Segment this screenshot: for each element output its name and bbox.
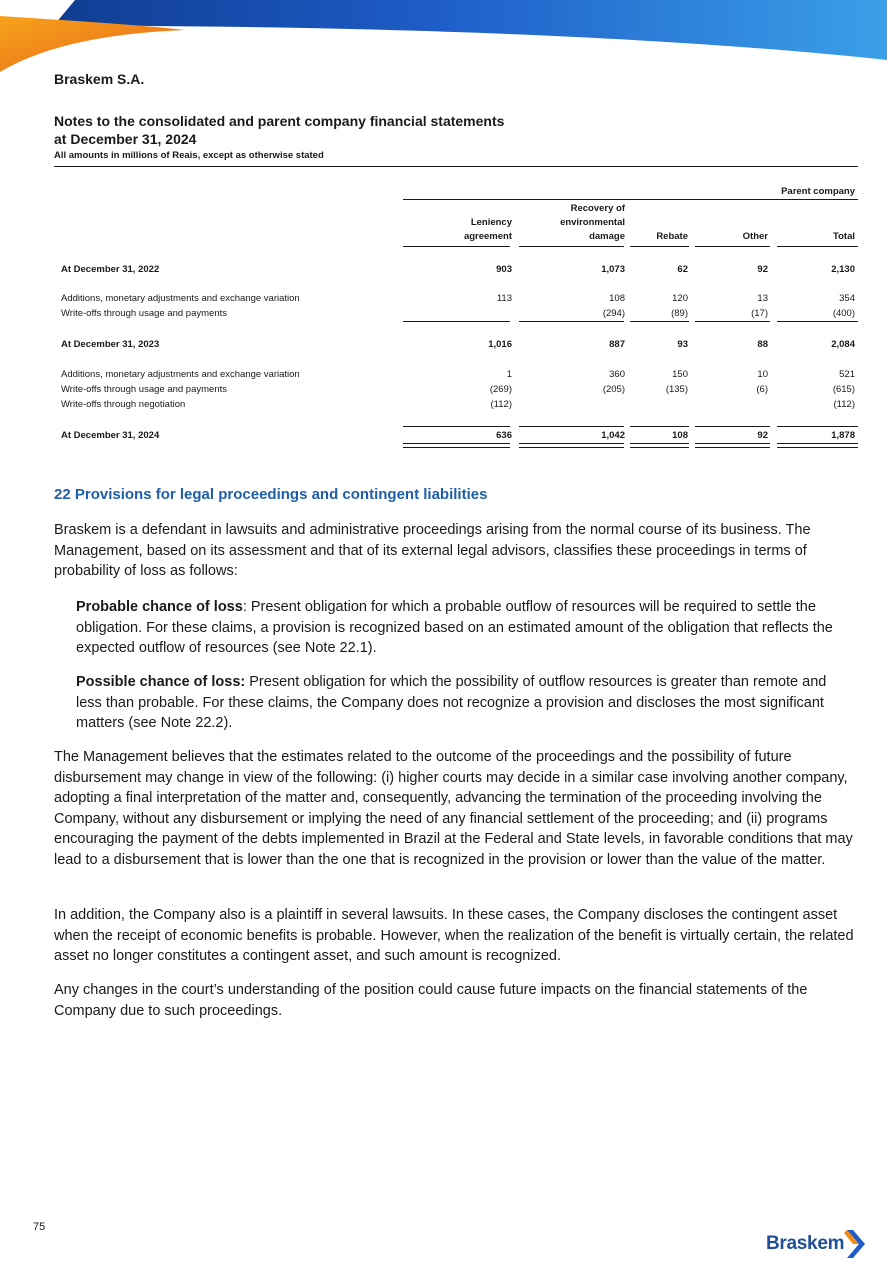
table-cell: 521 — [839, 369, 855, 380]
table-cell: (205) — [602, 384, 625, 395]
column-header — [785, 230, 855, 244]
page-number: 75 — [33, 1221, 46, 1233]
header-banner — [0, 0, 887, 80]
logo-chevron-icon — [844, 1229, 866, 1259]
column-header-line: damage — [589, 231, 625, 242]
table-cell: 113 — [496, 293, 512, 304]
column-header-line: agreement — [463, 231, 512, 242]
court-changes-paragraph: Any changes in the court’s understanding of the position could cause future impacts on the financial statements of the Company due to such proceedings. — [54, 982, 808, 1019]
table-cell: (112) — [490, 399, 512, 410]
management-paragraph: The Management believes that the estimates related to the outcome of the proceedings and the possibility of future disbursement may change in view of the following: (i) higher courts may decide in a similar case involving another company, adopting a final interpretation of the matter and, consequently, advancing the termination of the proceeding involving the Company, without any disbursement or implying the need of any financial settlement of the proceeding; and (ii) programs encouraging the payment of the debts implemented in Brazil at the Federal and State levels, in favorable conditions that may lead to a disbursement that is lower than the one that is recognized in the provision or lower than the value of the matter. — [54, 749, 853, 868]
subtotal-rule — [519, 321, 624, 322]
table-cell: 150 — [672, 369, 688, 380]
table-cell: 354 — [839, 293, 855, 304]
table-row-label: Additions, monetary adjustments and exchange variation — [61, 369, 300, 380]
table-cell: 2,130 — [831, 264, 855, 275]
column-header-line: Other — [742, 231, 768, 242]
table-cell: 1 — [506, 369, 512, 380]
subtotal-rule — [777, 426, 858, 427]
table-cell: (6) — [756, 384, 768, 395]
column-header-rule — [630, 246, 689, 247]
possible-paragraph — [76, 672, 848, 734]
subtotal-rule — [777, 321, 858, 322]
table-cell: 1,042 — [601, 430, 625, 441]
total-double-rule — [630, 443, 689, 448]
possible-term: Possible chance of loss: — [76, 674, 246, 690]
total-double-rule — [403, 443, 510, 448]
table-cell: (135) — [665, 384, 688, 395]
possible-definition: Present obligation for which the possibility of outflow resources is greater than remote and less than probable. For these claims, the Company does not recognize a provision and discloses the most significant matters (see Note 22.2). — [76, 674, 827, 731]
table-row-label: Write-offs through negotiation — [61, 399, 186, 410]
table-cell: 120 — [672, 293, 688, 304]
table-group-label: Parent company — [781, 186, 855, 197]
column-header-rule — [695, 246, 770, 247]
column-header — [698, 230, 768, 244]
table-cell: 108 — [672, 430, 688, 441]
subtotal-rule — [695, 426, 770, 427]
section-heading: 22 Provisions for legal proceedings and contingent liabilities — [54, 486, 488, 503]
subtotal-rule — [630, 426, 689, 427]
subtotal-rule — [695, 321, 770, 322]
document-title — [54, 112, 858, 162]
table-cell: (112) — [833, 399, 855, 410]
table-cell: 10 — [757, 369, 768, 380]
subtotal-rule — [403, 321, 510, 322]
logo-wordmark: Braskem — [766, 1233, 845, 1254]
table-cell: (269) — [489, 384, 512, 395]
column-header — [505, 202, 625, 244]
table-cell: (615) — [832, 384, 855, 395]
title-line-1: Notes to the consolidated and parent company financial statements — [54, 113, 505, 129]
table-cell: 903 — [496, 264, 512, 275]
table-cell: 92 — [757, 264, 768, 275]
probable-definition: : Present obligation for which a probable outflow of resources will be required to settle the obligation. For these claims, a provision is recognized based on an estimated amount of the obligation that reflects the expected outflow of resources (see Note 22.1). — [76, 599, 833, 656]
table-cell: 92 — [757, 430, 768, 441]
column-header — [618, 230, 688, 244]
table-row-label: Additions, monetary adjustments and exchange variation — [61, 293, 300, 304]
table-cell: 887 — [609, 339, 625, 350]
subtotal-rule — [403, 426, 510, 427]
table-row-label: Write-offs through usage and payments — [61, 384, 227, 395]
table-cell: 2,084 — [831, 339, 855, 350]
title-line-2: at December 31, 2024 — [54, 131, 197, 147]
table-cell: 1,073 — [601, 264, 625, 275]
column-header-line: Leniency — [470, 217, 512, 228]
column-header-rule — [403, 246, 510, 247]
column-header-rule — [519, 246, 624, 247]
table-cell: 13 — [757, 293, 768, 304]
group-divider — [403, 199, 858, 200]
table-row-label: At December 31, 2022 — [61, 264, 160, 275]
amounts-note: All amounts in millions of Reais, except as otherwise stated — [54, 150, 324, 161]
column-header-line: environmental — [560, 217, 625, 228]
table-cell: (400) — [832, 308, 855, 319]
column-header-line: Rebate — [656, 231, 688, 242]
table-row-label: At December 31, 2024 — [61, 430, 160, 441]
table-cell: 360 — [609, 369, 625, 380]
probable-term: Probable chance of loss — [76, 599, 243, 615]
subtotal-rule — [630, 321, 689, 322]
table-cell: 108 — [609, 293, 625, 304]
table-row-label: At December 31, 2023 — [61, 339, 160, 350]
column-header-rule — [777, 246, 858, 247]
intro-paragraph: Braskem is a defendant in lawsuits and administrative proceedings arising from the normal course of its business. The Management, based on its assessment and that of its external legal advisors, classifies these proceedings in terms of probability of loss as follows: — [54, 522, 811, 579]
table-cell: 1,016 — [488, 339, 512, 350]
title-divider — [54, 166, 858, 167]
subtotal-rule — [519, 426, 624, 427]
column-header-line: Recovery of — [570, 203, 625, 214]
table-cell: (294) — [602, 308, 625, 319]
column-header — [392, 216, 512, 244]
total-double-rule — [519, 443, 624, 448]
probable-paragraph — [76, 597, 848, 659]
total-double-rule — [777, 443, 858, 448]
column-header-line: Total — [833, 231, 855, 242]
company-name: Braskem S.A. — [54, 71, 145, 87]
table-cell: (89) — [671, 308, 688, 319]
table-cell: 62 — [677, 264, 688, 275]
table-row-label: Write-offs through usage and payments — [61, 308, 227, 319]
plaintiff-paragraph: In addition, the Company also is a plaintiff in several lawsuits. In these cases, the Company discloses the contingent asset when the receipt of economic benefits is probable. However, when the realization of the benefit is virtually certain, the related asset no longer constitutes a contingent asset, and such amount is recognized. — [54, 907, 854, 964]
braskem-logo — [766, 1229, 866, 1259]
table-cell: 88 — [757, 339, 768, 350]
table-cell: 1,878 — [831, 430, 855, 441]
table-cell: (17) — [751, 308, 768, 319]
table-cell: 636 — [496, 430, 512, 441]
total-double-rule — [695, 443, 770, 448]
table-cell: 93 — [677, 339, 688, 350]
